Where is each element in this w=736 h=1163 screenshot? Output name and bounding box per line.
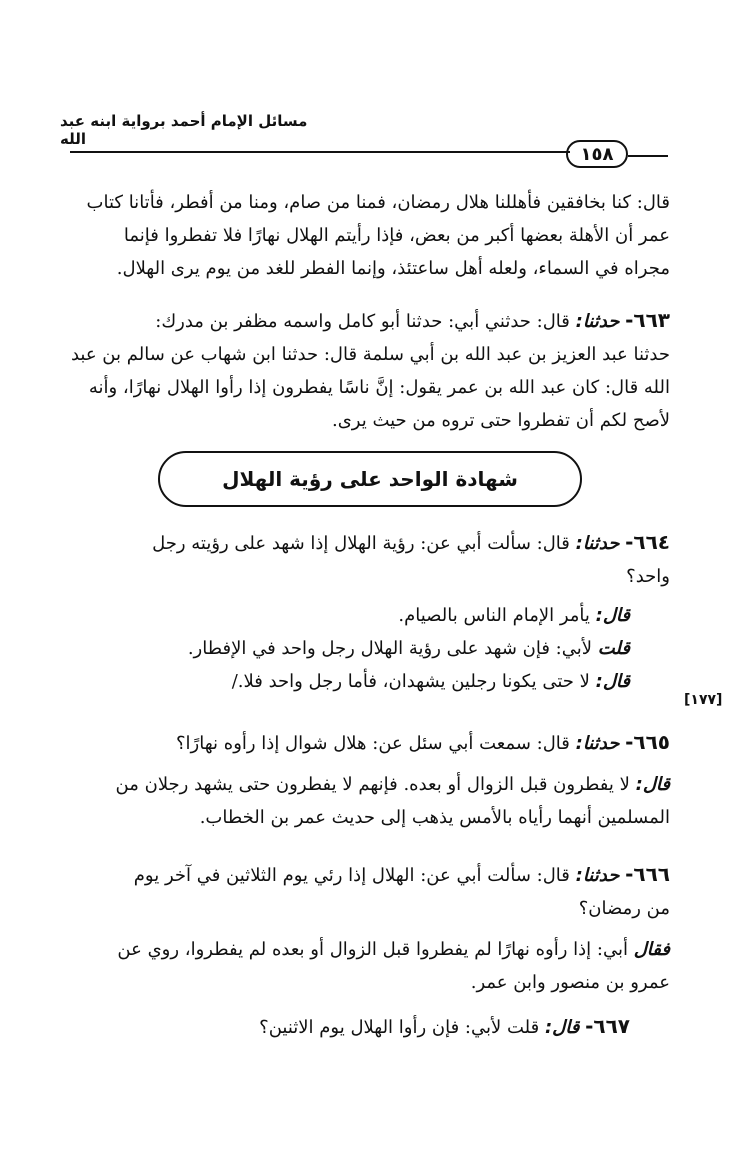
section-title: شهادة الواحد على رؤية الهلال — [222, 467, 518, 491]
hadith-number: ٦٦٤- — [625, 530, 670, 554]
hadith-665 — [62, 726, 670, 834]
paragraph-block1 — [62, 186, 670, 285]
text-span: لأبي: فإن شهد على رؤية الهلال رجل واحد في الإفطار. — [187, 638, 593, 659]
text-line: من رمضان؟ — [578, 898, 670, 919]
text-span: قال: سمعت أبي سئل عن: هلال شوال إذا رأوه نهارًا؟ — [176, 733, 570, 754]
text-span: قال: سألت أبي عن: رؤية الهلال إذا شهد على رؤيته رجل — [152, 533, 570, 554]
answer-tag: فقال — [633, 939, 670, 960]
answer-line — [62, 665, 670, 698]
side-reference: [١٧٧] — [684, 692, 723, 708]
text-span: لا يفطرون قبل الزوال أو بعده. فإنهم لا يفطرون حتى يشهد رجلان من — [115, 774, 630, 795]
text-span: يأمر الإمام الناس بالصيام. — [398, 605, 590, 626]
header-rule-right — [628, 155, 668, 157]
text-span: أبي: إذا رأوه نهارًا لم يفطروا قبل الزوال أو بعده لم يفطروا، روي عن — [117, 939, 628, 960]
text-line: حدثنا عبد العزيز بن عبد الله بن أبي سلمة قال: حدثنا ابن شهاب عن سالم بن عبد — [70, 344, 670, 365]
hadith-tag: حدثنا: — [575, 533, 620, 554]
text-line: لأصح لكم أن تفطروا حتى تروه من حيث يرى. — [331, 410, 670, 431]
answer-line — [62, 933, 670, 966]
hadith-tag: قال: — [544, 1017, 580, 1038]
hadith-tag: حدثنا: — [575, 311, 620, 332]
text-line: المسلمين أنهما رأياه بالأمس يذهب إلى حديث عمر بن الخطاب. — [199, 807, 670, 828]
running-header-title: مسائل الإمام أحمد برواية ابنه عبد الله — [60, 112, 308, 148]
question-tag: قلت — [597, 638, 630, 659]
hadith-663 — [62, 304, 670, 437]
hadith-number: ٦٦٣- — [625, 308, 670, 332]
text-line: قال: كنا بخافقين فأهللنا هلال رمضان، فمنا من صام، ومنا من أفطر، فأتانا كتاب — [86, 192, 670, 213]
hadith-number: ٦٦٧- — [585, 1014, 630, 1038]
hadith-664 — [62, 526, 670, 698]
hadith-heading-line — [62, 304, 670, 338]
text-span: قال: حدثني أبي: حدثنا أبو كامل واسمه مظفر بن مدرك: — [155, 311, 570, 332]
text-line: مجراه في السماء، ولعله أهل ساعتئذ، وإنما الفطر للغد من يوم يرى الهلال. — [116, 258, 670, 279]
answer-tag: قال: — [635, 774, 670, 795]
section-title-box — [158, 451, 582, 507]
answer-tag: قال: — [595, 605, 630, 626]
hadith-heading-line — [62, 726, 670, 760]
text-line: واحد؟ — [626, 566, 670, 587]
text-span: لا حتى يكونا رجلين يشهدان، فأما رجل واحد فلا./ — [231, 671, 590, 692]
hadith-667 — [62, 1010, 670, 1044]
answer-tag: قال: — [595, 671, 630, 692]
hadith-heading-line — [62, 1010, 670, 1044]
hadith-tag: حدثنا: — [575, 865, 620, 886]
hadith-tag: حدثنا: — [575, 733, 620, 754]
hadith-heading-line — [62, 858, 670, 892]
answer-line — [62, 599, 670, 632]
page-number: ١٥٨ — [566, 140, 628, 168]
hadith-heading-line — [62, 526, 670, 560]
hadith-number: ٦٦٦- — [625, 862, 670, 886]
answer-line — [62, 768, 670, 801]
hadith-number: ٦٦٥- — [625, 730, 670, 754]
text-line: عمر أن الأهلة بعضها أكبر من بعض، فإذا رأيتم الهلال نهارًا فلا تفطروا فإنما — [123, 225, 670, 246]
question-line — [62, 632, 670, 665]
header-rule — [70, 151, 570, 153]
text-span: قلت لأبي: فإن رأوا الهلال يوم الاثنين؟ — [259, 1017, 540, 1038]
text-line: الله قال: كان عبد الله بن عمر يقول: إنَّ ناسًا يفطرون إذا رأوا الهلال نهارًا، وأنه — [88, 377, 670, 398]
text-line: عمرو بن منصور وابن عمر. — [470, 972, 670, 993]
hadith-666 — [62, 858, 670, 999]
text-span: قال: سألت أبي عن: الهلال إذا رئي يوم الثلاثين في آخر يوم — [133, 865, 570, 886]
